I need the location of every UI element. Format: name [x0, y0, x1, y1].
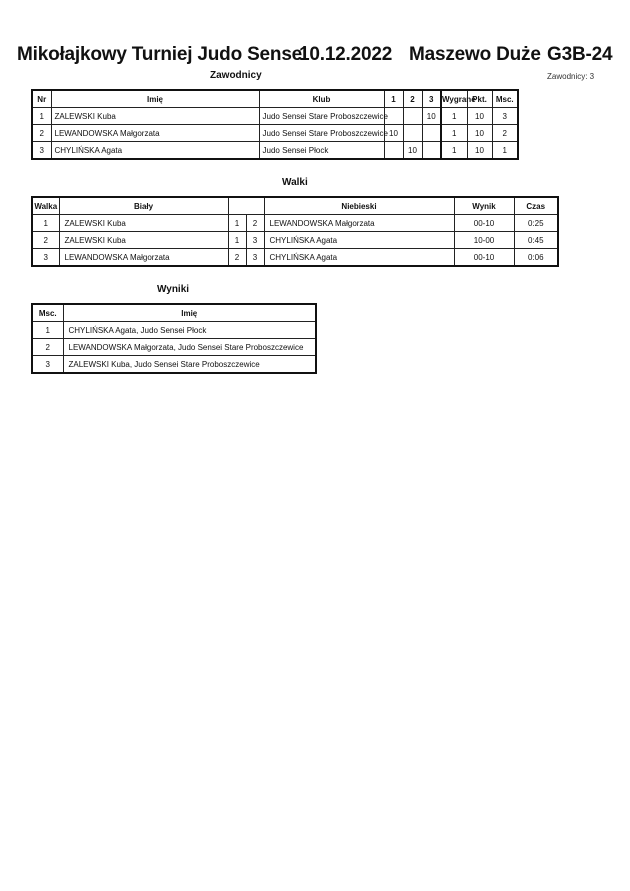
result-place: 1 [32, 322, 63, 339]
column-header: Niebieski [264, 197, 454, 215]
column-header: Msc. [492, 90, 518, 108]
table-row [32, 249, 558, 267]
score-vs-1: 10 [384, 125, 403, 142]
competitors-section-title: Zawodnicy [210, 70, 262, 81]
table-row [32, 232, 558, 249]
competitors-table [31, 89, 519, 160]
column-header: Msc. [32, 304, 63, 322]
column-header: 1 [384, 90, 403, 108]
fight-score: 00-10 [454, 215, 514, 232]
table-row [32, 142, 518, 160]
fight-number: 3 [32, 249, 59, 267]
column-header: Wygrane [441, 90, 467, 108]
fight-time: 0:25 [514, 215, 558, 232]
table-header-row [32, 304, 316, 322]
white-competitor: LEWANDOWSKA Małgorzata [59, 249, 228, 267]
fight-number: 2 [32, 232, 59, 249]
white-number: 1 [228, 215, 246, 232]
blue-number: 2 [246, 215, 264, 232]
blue-number: 3 [246, 249, 264, 267]
points: 10 [467, 108, 492, 125]
table-row [32, 215, 558, 232]
blue-competitor: CHYLIŃSKA Agata [264, 232, 454, 249]
white-competitor: ZALEWSKI Kuba [59, 232, 228, 249]
score-vs-3 [422, 125, 441, 142]
column-header: Pkt. [467, 90, 492, 108]
event-place: Maszewo Duże [409, 44, 541, 65]
group-code: G3B-24 [547, 44, 613, 65]
column-header: Klub [259, 90, 384, 108]
place: 3 [492, 108, 518, 125]
competitor-name: LEWANDOWSKA Małgorzata [51, 125, 259, 142]
white-competitor: ZALEWSKI Kuba [59, 215, 228, 232]
competitor-club: Judo Sensei Stare Proboszczewice [259, 125, 384, 142]
white-number: 1 [228, 232, 246, 249]
white-number: 2 [228, 249, 246, 267]
wins-count: 1 [441, 125, 467, 142]
competitor-club: Judo Sensei Płock [259, 142, 384, 160]
score-vs-3 [422, 142, 441, 160]
result-entry: LEWANDOWSKA Małgorzata, Judo Sensei Stare Proboszczewice [63, 339, 316, 356]
column-header: Czas [514, 197, 558, 215]
fight-score: 00-10 [454, 249, 514, 267]
points: 10 [467, 142, 492, 160]
result-place: 2 [32, 339, 63, 356]
result-entry: ZALEWSKI Kuba, Judo Sensei Stare Proboszczewice [63, 356, 316, 374]
competitors-count: Zawodnicy: 3 [547, 72, 595, 81]
result-place: 3 [32, 356, 63, 374]
wins-count: 1 [441, 108, 467, 125]
fights-section-title: Walki [282, 177, 308, 188]
table-row [32, 356, 316, 374]
competitor-number: 1 [32, 108, 51, 125]
column-header: Walka [32, 197, 59, 215]
results-table [31, 303, 317, 374]
column-header: Imię [63, 304, 316, 322]
score-vs-2: 10 [403, 142, 422, 160]
event-name: Mikołajkowy Turniej Judo Sensei [17, 44, 308, 65]
place: 1 [492, 142, 518, 160]
result-entry: CHYLIŃSKA Agata, Judo Sensei Płock [63, 322, 316, 339]
column-header: 2 [403, 90, 422, 108]
table-row [32, 339, 316, 356]
column-header: Nr [32, 90, 51, 108]
score-vs-3: 10 [422, 108, 441, 125]
table-header-row [32, 197, 558, 215]
fight-number: 1 [32, 215, 59, 232]
competitor-number: 2 [32, 125, 51, 142]
fight-time: 0:45 [514, 232, 558, 249]
column-header: 3 [422, 90, 441, 108]
results-section-title: Wyniki [157, 284, 190, 295]
score-vs-2 [403, 125, 422, 142]
competitor-name: ZALEWSKI Kuba [51, 108, 259, 125]
blue-competitor: CHYLIŃSKA Agata [264, 249, 454, 267]
competitor-club: Judo Sensei Stare Proboszczewice [259, 108, 384, 125]
column-header: Biały [59, 197, 228, 215]
table-row [32, 125, 518, 142]
column-header: Wynik [454, 197, 514, 215]
fights-table [31, 196, 559, 267]
table-row [32, 108, 518, 125]
competitor-name: CHYLIŃSKA Agata [51, 142, 259, 160]
fight-time: 0:06 [514, 249, 558, 267]
place: 2 [492, 125, 518, 142]
column-header-spacer [228, 197, 264, 215]
blue-number: 3 [246, 232, 264, 249]
table-row [32, 322, 316, 339]
page-title [0, 44, 630, 72]
points: 10 [467, 125, 492, 142]
score-vs-2 [403, 108, 422, 125]
fight-score: 10-00 [454, 232, 514, 249]
column-header: Imię [51, 90, 259, 108]
table-header-row [32, 90, 518, 108]
event-date: 10.12.2022 [299, 44, 393, 65]
blue-competitor: LEWANDOWSKA Małgorzata [264, 215, 454, 232]
score-vs-1 [384, 142, 403, 160]
competitor-number: 3 [32, 142, 51, 160]
wins-count: 1 [441, 142, 467, 160]
